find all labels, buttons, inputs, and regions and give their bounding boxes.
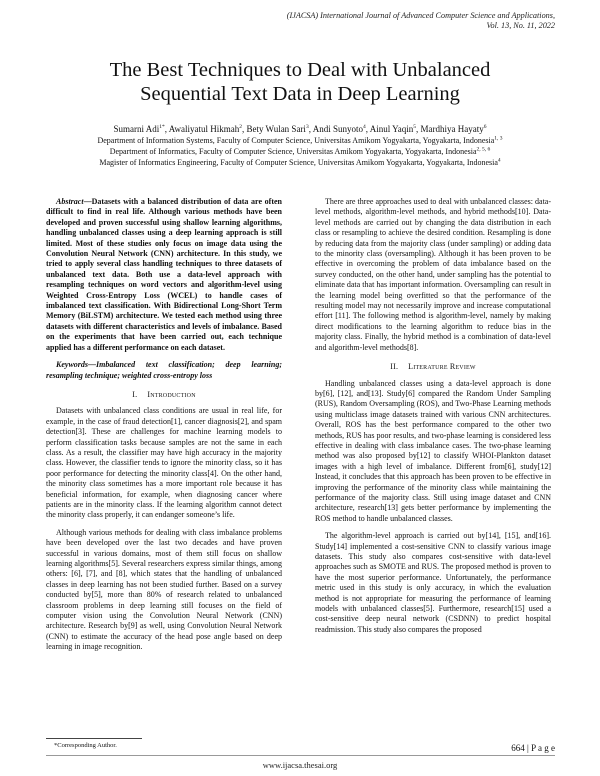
author-sup: 1* — [159, 124, 165, 130]
keywords-label: Keywords — [56, 360, 88, 370]
footnote-divider — [46, 738, 142, 739]
author-list: Sumarni Adi$^{1*}$, Awaliyatul Hikmah$^2$, Bety Wulan Sari$^3$, Andi Sunyoto$^4$, Ainul Yaqin$^5$, Mardhiya Hayaty$^6$ — [113, 124, 487, 134]
affiliation-text: Department of Informatics, Faculty of Computer Science, Universitas Amikom Yogyakarta, Yogyakarta, Indonesia — [109, 147, 477, 156]
paragraph: Datasets with unbalanced class conditions are usual in real life, for example, in the case of fraud detection[1], cancer diagnosis[2], and spam detection[3]. These are challenges for machine learning models to perform classification tasks because samples are not the same in each class. As a result, the classifier may have high accuracy in the majority class. However, the classifier tends to ignore the minority class, so it has poor performance for detecting the minority class[4]. On the other hand, the minority class sometimes has a more important role because it has beneficial information, for example, when diagnosing cancer where patients are in the minority class. If the learning algorithm cannot detect the minority class properly, it can endanger someone’s life. — [46, 406, 282, 520]
title-line-1: The Best Techniques to Deal with Unbalanced — [109, 59, 491, 81]
author-sup: 4 — [362, 124, 366, 130]
section-title: Introduction — [147, 389, 196, 399]
paragraph: Handling unbalanced classes using a data-level approach is done by[6], [12], and[13]. Study[6] compared the Random Under Sampling (RUS), Random Oversampling (ROS), and Two-Phase Learning methods using multiclass image datasets trained with various CNN architectures. Overall, ROS has the best performance compared to the other two methods, RUS has poor results, and two-phase learning is considered less effective in dealing with class imbalance cases. The two-phase learning method was also proposed by[12] to classify WHOI-Plankton dataset images with a high level of imbalance. Different from[6], study[12] Instead, it concludes that this approach has been proven to be effective in improving the performance of the minority class while maintaining the performance of the majority class. Still using image dataset and CNN architecture, research[13] gets better performance by implementing the ROS method to handle unbalanced classes. — [315, 378, 551, 523]
page-number: 664 | P a g e — [511, 743, 555, 753]
author-sup: 5 — [413, 124, 416, 130]
journal-name: (IJACSA) International Journal of Advanced Computer Science and Applications, — [286, 11, 555, 20]
affiliation-sup: 2, 5, 6 — [476, 146, 491, 153]
affiliation-text: Magister of Informatics Engineering, Faculty of Computer Science, Universitas Amikom Yogyakarta, Yogyakarta, Indonesia — [99, 158, 498, 167]
journal-header — [287, 11, 555, 31]
author-name: Andi Sunyoto — [312, 124, 363, 134]
section-heading — [315, 362, 551, 372]
author-name: Awaliyatul Hikmah — [168, 124, 240, 134]
author-sup: 3 — [305, 124, 309, 130]
abstract — [46, 197, 282, 353]
author-sup: 6 — [483, 124, 487, 130]
abstract-label: Abstract — [56, 197, 84, 206]
title-line-2: Sequential Text Data in Deep Learning — [140, 83, 460, 105]
keywords — [46, 360, 282, 381]
left-column — [46, 197, 282, 653]
keywords-text: Imbalanced text classification; deep learning; resampling technique; weighted cross-entropy loss — [46, 360, 282, 380]
affiliation-text: Department of Information Systems, Faculty of Computer Science, Universitas Amikom Yogyakarta, Yogyakarta, Indonesia — [97, 136, 495, 145]
affiliation — [30, 135, 570, 146]
affiliation — [30, 146, 570, 157]
journal-volume: Vol. 13, No. 11, 2022 — [486, 21, 555, 30]
author-name: Sumarni Adi — [113, 124, 160, 134]
footnote: *Corresponding Author. — [54, 742, 117, 749]
abstract-text: Datasets with a balanced distribution of data are often difficult to find in real life. Although various methods have been developed and proven successful using shallow learning algorithms, handling unbalanced classes using a deep learning approach is still limited. Most of these studies only focus on image data using the Convolution Neural Network (CNN) architecture. In this study, we tried to apply several class handling techniques to three datasets of unbalanced text data. Both use a data-level approach with resampling techniques on word vectors and algorithm-level using Weighted Cross-Entropy Loss (WCEL) to handle cases of imbalanced text classification. With Bidirectional Long-Short Term Memory (BiLSTM) architecture. We tested each method using three datasets with different characteristics and levels of imbalance. Based on the experiments that have been carried out, each technique applied has a different performance on each dataset. — [46, 197, 282, 352]
abstract-dash: — — [83, 197, 92, 206]
footer-divider — [46, 755, 555, 756]
affiliation-sup: 1, 3 — [494, 135, 503, 142]
paragraph: Although various methods for dealing with class imbalance problems have been developed over the last two decades and have proven successful in various domains, most of them still focus on shallow learning algorithms[5]. Several researchers express similar things, among others: [6], [7], and [8], which states that the handling of unbalanced classes in deep learning has not been studied further. Based on a survey conducted by[5], more than 80% of research related to unbalanced classroom problems in deep learning still focuses on the field of computer vision using the Convolution Neural Network (CNN) architecture. Research by[9] as well, using Convolution Neural Network (CNN) to estimate the accuracy of the head pose angle based on deep learning in image recognition. — [46, 527, 282, 652]
section-heading — [46, 390, 282, 400]
author-block — [30, 124, 570, 168]
section-title: Literature Review — [408, 362, 476, 372]
paper-title — [40, 58, 560, 106]
author-name: Mardhiya Hayaty — [420, 124, 484, 134]
section-number: II. — [390, 362, 399, 372]
author-name: Ainul Yaqin — [369, 124, 414, 134]
section-number: I. — [132, 389, 138, 399]
keywords-dash: — — [88, 360, 96, 370]
journal-website: www.ijacsa.thesai.org — [262, 760, 338, 770]
paragraph: The algorithm-level approach is carried out by[14], [15], and[16]. Study[14] implemented a cost-sensitive CNN to classify various image datasets. This study also compares cost-sensitive with data-level approaches such as SMOTE and RUS. The proposed method is proven to have the most superior performance. Unfortunately, the performance metric used in this study is only accuracy, in which the evaluation method is not appropriate for measuring the performance of learning models with unbalanced classes[5]. Furthermore, research[15] used a cost-sensitive deep neural network (CSDNN) to predict hospital readmission. This study also compares the proposed — [315, 531, 551, 634]
affiliation — [30, 157, 570, 168]
right-column — [315, 197, 551, 635]
author-sup: 2 — [239, 124, 242, 130]
affiliation-sup: 4 — [497, 157, 501, 164]
paragraph: There are three approaches used to deal with unbalanced classes: data-level methods, algorithm-level methods, and hybrid methods[10]. Data-level methods are carried out by changing the data distribution in each class or resampling to achieve the desired condition. Resampling is done by reducing data from the majority class (under sampling) or adding data to the minority class (oversampling). Although it has been proven to be effective in overcoming the problem of data imbalance based on the survey conducted, on the other hand, under sampling has the potential to eliminate data that has important information. Oversampling can result in the learning model being overfitted so that the performance of the resulting model may not necessarily improve and increase computational effort [11]. The following method is algorithm-level, namely by making direct modifications to the learning algorithm to reduce bias in the majority class. Finally, the hybrid method is a combination of data-level and algorithm-level methods[8]. — [315, 197, 551, 352]
author-name: Bety Wulan Sari — [246, 124, 306, 134]
